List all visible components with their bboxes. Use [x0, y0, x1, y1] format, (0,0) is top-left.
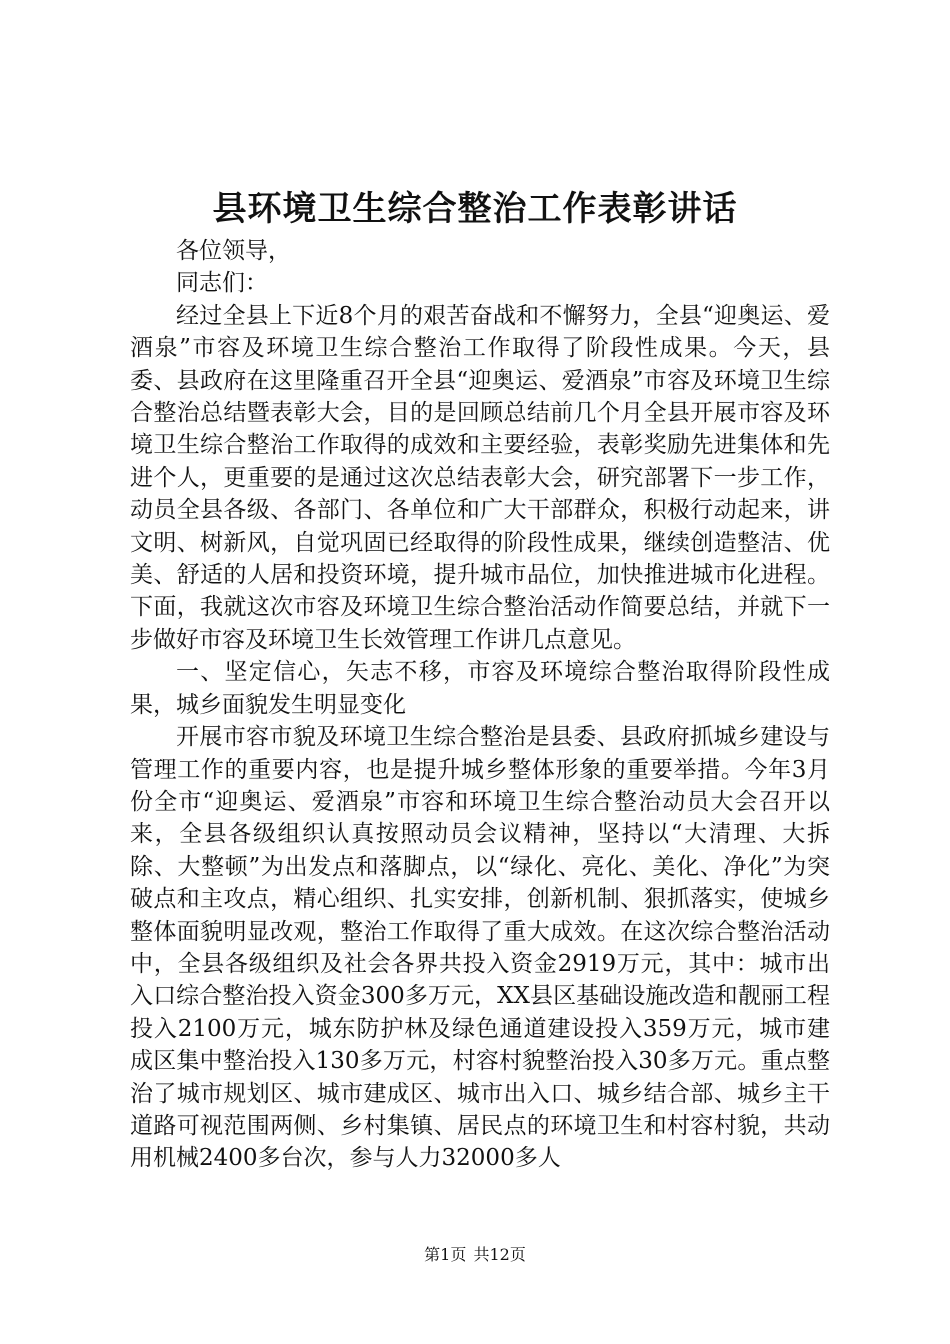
paragraph-achievements: 开展市容市貌及环境卫生综合整治是县委、县政府抓城乡建设与管理工作的重要内容，也是提升城乡整体形象的重要举措。今年3月份全市“迎奥运、爱酒泉”市容和环境卫生综合整治动员大会召开以来，全县各级组织认真按照动员会议精神，坚持以“大清理、大拆除、大整顿”为出发点和落脚点，以“绿化、亮化、美化、净化”为突破点和主攻点，精心组织、扎实安排，创新机制、狠抓落实，使城乡整体面貌明显改观，整治工作取得了重大成效。在这次综合整治活动中，全县各级组织及社会各界共投入资金2919万元，其中：城市出入口综合整治投入资金300多万元，XX县区基础设施改造和靓丽工程投入2100万元，城东防护林及绿色通道建设投入359万元，城市建成区集中整治投入130多万元，村容村貌整治投入30多万元。重点整治了城市规划区、城市建成区、城市出入口、城乡结合部、城乡主干道路可视范围两侧、乡村集镇、居民点的环境卫生和村容村貌，共动用机械2400多台次，参与人力32000多人 [130, 724, 830, 1172]
document-title: 县环境卫生综合整治工作表彰讲话 [212, 189, 738, 229]
paragraph-intro: 经过全县上下近8个月的艰苦奋战和不懈努力，全县“迎奥运、爱酒泉”市容及环境卫生综合整治工作取得了阶段性成果。今天，县委、县政府在这里隆重召开全县“迎奥运、爱酒泉”市容及环境卫生综合整治总结暨表彰大会，目的是回顾总结前几个月全县开展市容及环境卫生综合整治工作取得的成效和主要经验，表彰奖励先进集体和先进个人，更重要的是通过这次总结表彰大会，研究部署下一步工作，动员全县各级、各部门、各单位和广大干部群众，积极行动起来，讲文明、树新风，自觉巩固已经取得的阶段性成果，继续创造整洁、优美、舒适的人居和投资环境，提升城市品位，加快推进城市化进程。下面，我就这次市容及环境卫生综合整治活动作简要总结，并就下一步做好市容及环境卫生长效管理工作讲几点意见。 [130, 302, 830, 653]
document-body [130, 235, 830, 1175]
page-footer [0, 1243, 950, 1267]
page-total: 共12页 [473, 1245, 526, 1264]
page-number: 第1页 [424, 1245, 467, 1264]
greeting-comrades: 同志们： [176, 270, 268, 297]
greeting-leaders: 各位领导， [176, 238, 291, 264]
section-heading-1: 一、坚定信心，矢志不移，市容及环境综合整治取得阶段性成果，城乡面貌发生明显变化 [130, 659, 830, 718]
